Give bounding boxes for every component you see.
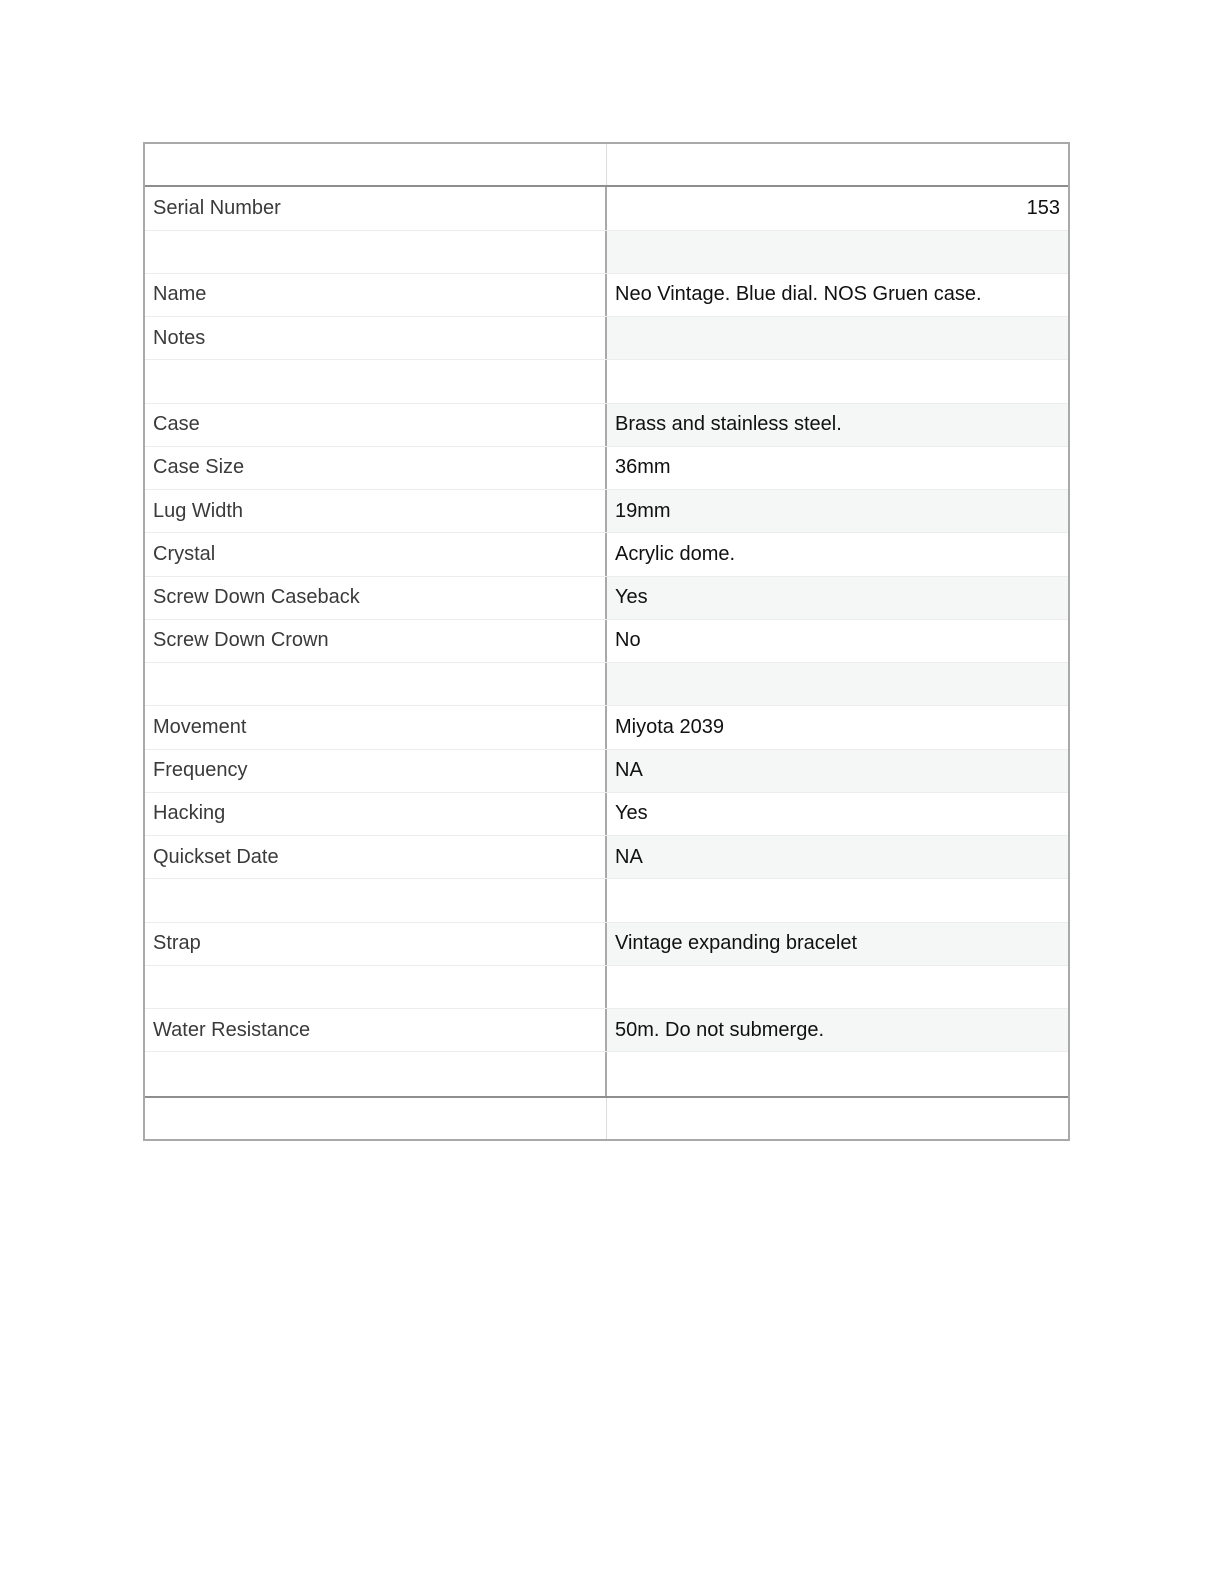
row-label: Hacking: [145, 793, 607, 835]
spec-table: [143, 142, 1070, 1141]
footer-cell-label: [145, 1098, 607, 1139]
row-label: Quickset Date: [145, 836, 607, 878]
table-row: [145, 1009, 1068, 1052]
row-label: [145, 1052, 607, 1095]
header-cell-label: [145, 144, 607, 185]
footer-cell-value: [607, 1098, 1068, 1139]
table-row: [145, 966, 1068, 1009]
row-label: Movement: [145, 706, 607, 748]
row-value: NA: [607, 750, 1068, 792]
row-label: Frequency: [145, 750, 607, 792]
row-label: Crystal: [145, 533, 607, 575]
row-value: Vintage expanding bracelet: [607, 923, 1068, 965]
row-label: [145, 879, 607, 921]
row-label: Lug Width: [145, 490, 607, 532]
table-row: [145, 274, 1068, 317]
row-value: 19mm: [607, 490, 1068, 532]
row-value: [607, 231, 1068, 273]
row-value: [607, 1052, 1068, 1095]
table-row: [145, 750, 1068, 793]
row-value: [607, 879, 1068, 921]
row-label: Case Size: [145, 447, 607, 489]
row-value: Miyota 2039: [615, 715, 724, 738]
table-row: [145, 663, 1068, 706]
row-label: Strap: [145, 923, 607, 965]
table-row: [145, 187, 1068, 230]
row-label: Serial Number: [145, 187, 607, 229]
table-row: [145, 879, 1068, 922]
table-row: [145, 577, 1068, 620]
row-value: Yes: [607, 577, 1068, 619]
row-label: Screw Down Caseback: [145, 577, 607, 619]
row-value: [607, 317, 1068, 359]
table-footer-row: [145, 1096, 1068, 1139]
table-row: [145, 231, 1068, 274]
table-row: [145, 1052, 1068, 1095]
row-label: [145, 360, 607, 402]
table-row: [145, 923, 1068, 966]
table-row: [145, 533, 1068, 576]
row-value: 36mm: [615, 456, 671, 479]
row-label: [145, 231, 607, 273]
row-value: 153: [1026, 196, 1060, 219]
row-label: Notes: [145, 317, 607, 359]
table-row: [145, 793, 1068, 836]
table-row: [145, 360, 1068, 403]
table-header-row: [145, 144, 1068, 187]
header-cell-value: [607, 144, 1068, 185]
row-value: NA: [607, 836, 1068, 878]
row-label: [145, 663, 607, 705]
table-row: [145, 620, 1068, 663]
row-value: 50m. Do not submerge.: [607, 1009, 1068, 1051]
row-value: [607, 663, 1068, 705]
row-value: No: [615, 629, 641, 652]
row-label: Screw Down Crown: [145, 620, 607, 662]
table-row: [145, 317, 1068, 360]
row-label: Case: [145, 404, 607, 446]
table-row: [145, 490, 1068, 533]
row-label: Name: [145, 274, 607, 316]
row-label: Water Resistance: [145, 1009, 607, 1051]
table-row: [145, 447, 1068, 490]
row-label: [145, 966, 607, 1008]
table-row: [145, 836, 1068, 879]
row-value: Yes: [615, 802, 648, 825]
row-value: [607, 360, 1068, 402]
row-value: [607, 966, 1068, 1008]
row-value: Brass and stainless steel.: [607, 404, 1068, 446]
row-value: Neo Vintage. Blue dial. NOS Gruen case.: [615, 283, 982, 306]
table-row: [145, 404, 1068, 447]
table-row: [145, 706, 1068, 749]
row-value: Acrylic dome.: [615, 542, 736, 565]
